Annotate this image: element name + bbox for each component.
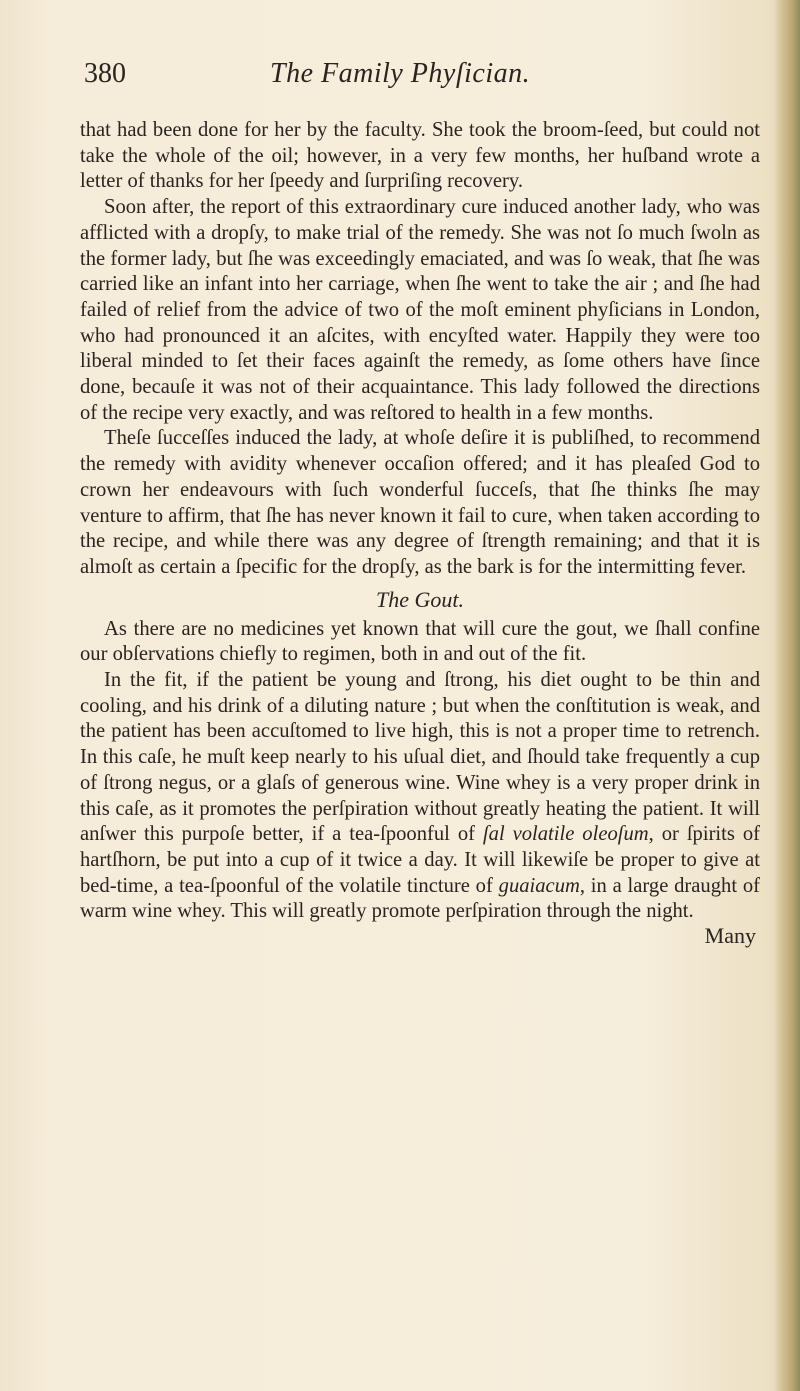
regimen-italic-guaiacum: guaiacum [498,874,580,897]
paragraph-second-cure: Soon after, the report of this extraordinary cure induced another lady, who was afflicted with a dropſy, to make trial of the remedy. She was not ſo much ſwoln as the former lady, but ſhe was exceedingly emaciated, and was ſo weak, that ſhe was carried like an infant into her carriage, when ſhe went to take the air ; and ſhe had failed of relief from the advice of two of the moſt eminent phyſicians in London, who had pronounced it an aſcites, with encyſted water. Happily they were too liberal minded to ſet their faces againſt the remedy, as ſome others have ſince done, becauſe it was not of their acquaintance. This lady followed the directions of the recipe very exactly, and was reſtored to health in a few months. [80,196,760,424]
page-content [80,58,760,949]
book-binding-edge [774,0,800,1391]
regimen-text-1: In the fit, if the patient be young and ſtrong, his diet ought to be thin and cooling, and his drink of a diluting nature ; but when the conſtitution is weak, and the patient has been accuſtomed to live high, this is not a proper time to retrench. In this caſe, he muſt keep nearly to his uſual diet, and ſhould take frequently a cup of ſtrong negus, or a glaſs of generous wine. Wine whey is a very proper drink in this caſe, as it promotes the perſpiration without greatly heating the patient. It will anſwer this purpoſe better, if a tea-ſpoonful of [80,669,760,846]
paragraph-gout-regimen [80,668,760,925]
running-head [80,58,760,118]
paragraph-continued: that had been done for her by the faculty. She took the broom-ſeed, but could not take the whole of the oil; however, in a very few months, her huſband wrote a letter of thanks for her ſpeedy and ſurpriſing recovery. [80,119,760,193]
regimen-italic-sal-volatile: ſal volatile oleoſum [482,823,649,846]
catchword: Many [704,923,756,949]
regimen-text-2: , or ſpirits of hartſhorn, be put into a cup of it twice a day. It will likewiſe be proper to give at bed-time, a tea-ſpoonful of the volatile tincture of [80,823,760,897]
paragraph-successes: Theſe ſucceſſes induced the lady, at whoſe deſire it is publiſhed, to recommend the remedy with avidity whenever occaſion offered; and it has pleaſed God to crown her endeavours with ſuch wonderful ſucceſs, that ſhe thinks ſhe may venture to affirm, that ſhe has never known it fail to cure, when taken according to the recipe, and while there was any degree of ſtrength remaining; and that it is almoſt as certain a ſpecific for the dropſy, as the bark is for the intermitting fever. [80,427,760,578]
paragraph-gout-intro: As there are no medicines yet known that will cure the gout, we ſhall confine our obſervations chiefly to regimen, both in and out of the fit. [80,617,760,666]
running-title: The Family Phyſician. [270,58,531,89]
regimen-text-3: , in a large draught of warm wine whey. This will greatly promote perſpiration through the night. [80,874,760,923]
section-heading-gout: The Gout. [376,586,464,612]
page-number: 380 [84,58,126,89]
